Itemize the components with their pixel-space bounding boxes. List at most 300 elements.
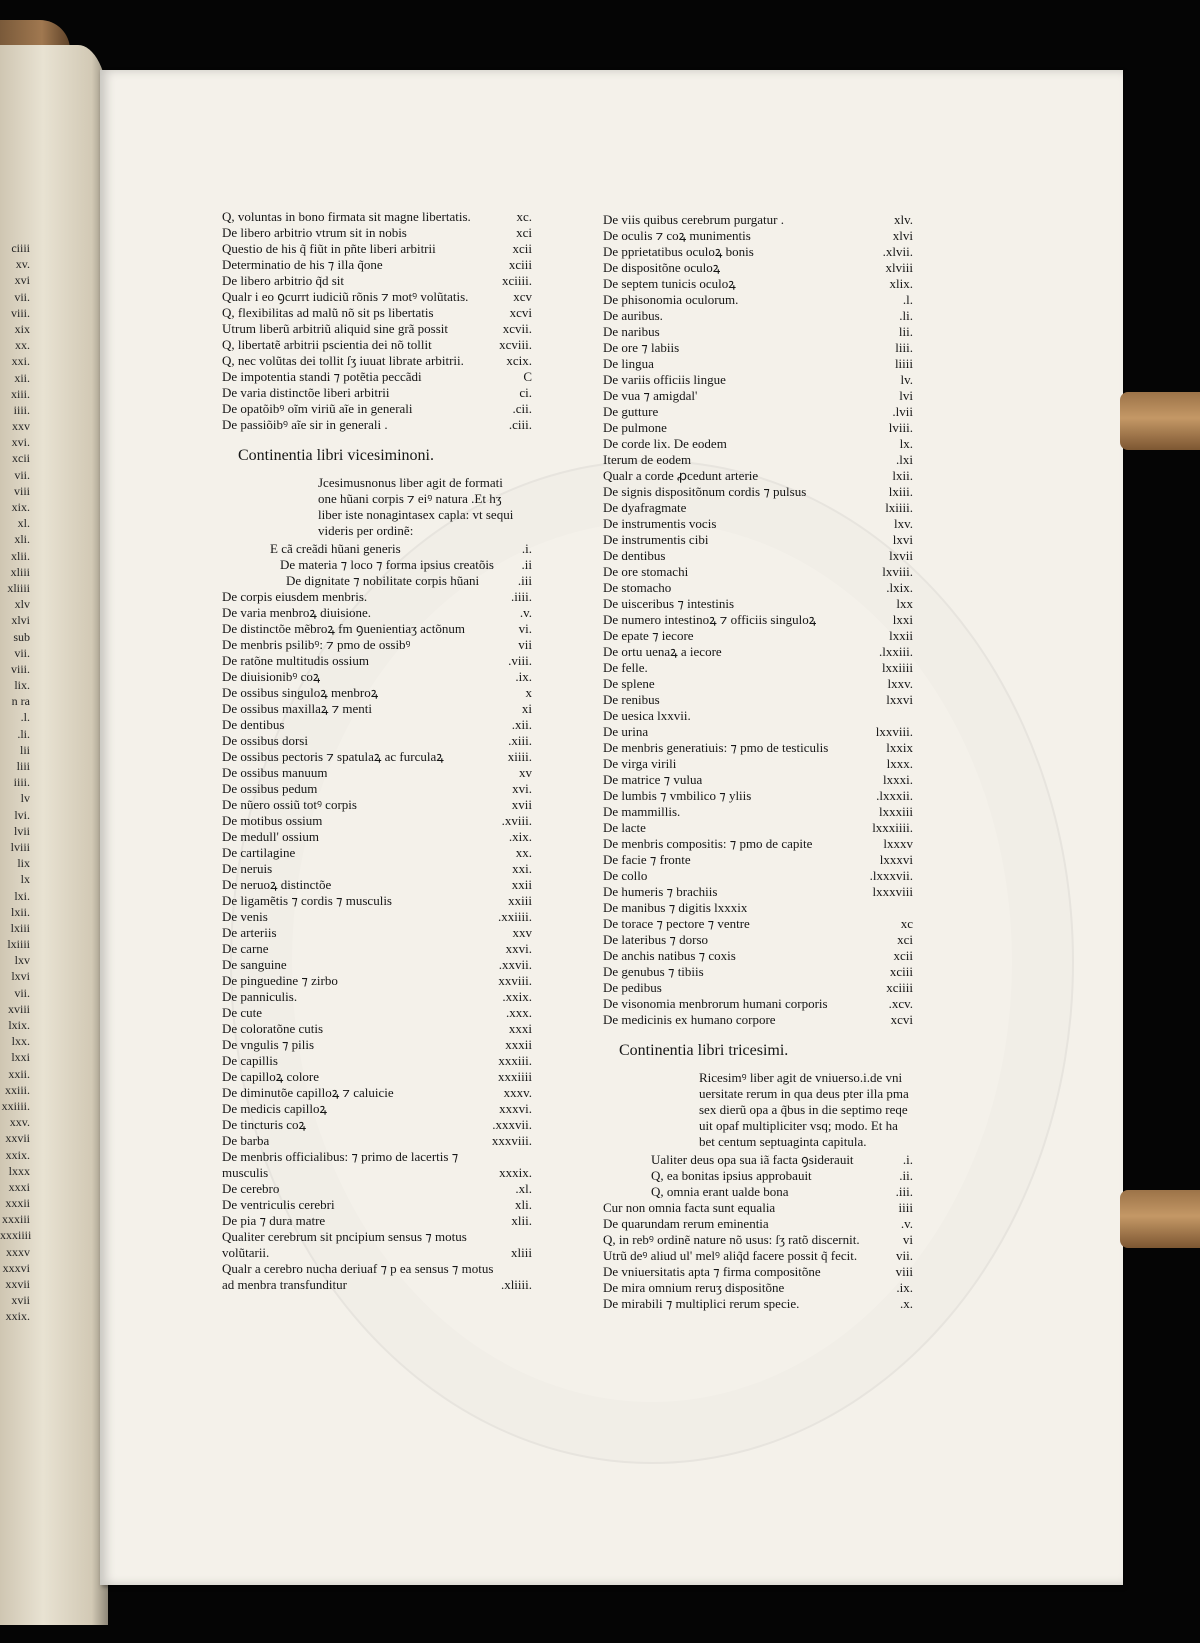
toc-entry-title: De variis officiis lingue: [603, 372, 726, 387]
toc-entry-number: xci: [897, 932, 913, 947]
toc-entry-number: lxxii: [889, 628, 913, 643]
left-margin-numerals: [0, 240, 30, 1325]
toc-entry: [603, 772, 913, 788]
toc-entry-number: .xxxvii.: [492, 1117, 532, 1132]
toc-entry-title: De lumbis ⁊ vmbilico ⁊ yliis: [603, 788, 752, 803]
toc-entry-title: De virga virili: [603, 756, 677, 771]
toc-entry-number: lxv.: [893, 516, 913, 531]
toc-entry-number: xciiii: [886, 980, 913, 995]
toc-entry-title: De ossibus singuloꝝ menbroꝝ: [222, 685, 379, 700]
toc-entry-title: De dentibus: [222, 717, 285, 732]
toc-entry: [222, 1181, 532, 1197]
margin-numeral: lviii: [10, 839, 30, 854]
toc-entry: [603, 1264, 913, 1280]
toc-entry-title: De menbris officialibus: ⁊ primo de lacertis ⁊ musculis: [222, 1149, 459, 1180]
toc-entry: [222, 1037, 532, 1053]
toc-entry: [222, 369, 532, 385]
toc-entry-title: E cã creãdi hũani generis: [270, 541, 401, 556]
toc-entry: [603, 580, 913, 596]
toc-entry: [222, 353, 532, 369]
toc-entry-number: lii.: [898, 324, 913, 339]
toc-entry: [222, 717, 532, 733]
toc-entry: [603, 724, 913, 740]
toc-entry-title: Qualr a corde ꝓcedunt arterie: [603, 468, 759, 483]
toc-entry-number: .xxvii.: [498, 957, 532, 972]
toc-entry-title: De pulmone: [603, 420, 667, 435]
toc-entry-title: De lateribus ⁊ dorso: [603, 932, 709, 947]
toc-entry-number: .xiii.: [508, 733, 532, 748]
toc-entry-title: De viis quibus cerebrum purgatur .: [603, 212, 784, 227]
toc-entry-number: .x.: [900, 1296, 913, 1311]
margin-numeral: lix.: [14, 678, 30, 693]
toc-entry-title: De ratõne multitudis ossium: [222, 653, 369, 668]
toc-entry-number: .ix.: [896, 1280, 913, 1295]
toc-entry: [603, 260, 913, 276]
margin-numeral: lvii: [13, 823, 30, 838]
toc-entry-title: Utrũ deꝰ aliud ul' melꝰ aliq̃d facere possit q̃ fecit.: [603, 1248, 858, 1263]
toc-entry-title: Ualiter deus opa sua iã facta ꝯsiderauit: [651, 1152, 854, 1167]
margin-numeral: xcii: [12, 451, 30, 466]
toc-entry-number: .lxix.: [886, 580, 913, 595]
toc-entry-number: xxvi.: [505, 941, 532, 956]
margin-numeral: xviii: [7, 1001, 30, 1016]
toc-entry-number: lxxxiiii.: [872, 820, 913, 835]
toc-entry-number: xciii: [889, 964, 913, 979]
toc-entry-title: De corpis eiusdem menbris.: [222, 589, 368, 604]
toc-entry-number: vi.: [518, 621, 532, 636]
toc-entry-number: xcii: [512, 241, 532, 256]
margin-numeral: lx: [20, 872, 30, 887]
margin-numeral: n ra: [11, 694, 30, 709]
margin-numeral: xxxvi: [2, 1260, 30, 1275]
toc-entry-title: De nũero ossiũ totꝰ corpis: [222, 797, 357, 812]
toc-entry: [222, 669, 532, 685]
toc-entry-title: De facie ⁊ fronte: [603, 852, 691, 867]
toc-entry: [222, 1053, 532, 1069]
margin-numeral: xxxii: [5, 1196, 30, 1211]
toc-entry-title: De venis: [222, 909, 268, 924]
toc-entry-number: xxi.: [512, 861, 532, 876]
toc-entry-number: .xxix.: [502, 989, 532, 1004]
toc-entry-number: xlii.: [511, 1213, 532, 1228]
margin-numeral: xix: [14, 321, 30, 336]
toc-entry: [222, 337, 532, 353]
toc-entry-number: .xii.: [511, 717, 532, 732]
toc-entry-title: De splene: [603, 676, 655, 691]
toc-entry-title: De ortu uenaꝝ a iecore: [603, 644, 722, 659]
margin-numeral: xxxiii: [1, 1212, 30, 1227]
toc-entry-title: Cur non omnia facta sunt equalia: [603, 1200, 776, 1215]
margin-numeral: iiii.: [13, 775, 30, 790]
toc-entry-title: De manibus ⁊ digitis lxxxix: [603, 900, 748, 915]
toc-entry: [603, 404, 913, 420]
toc-entry: [603, 1248, 913, 1264]
toc-entry: [222, 1101, 532, 1117]
toc-entry: [222, 925, 532, 941]
toc-entry-title: De dignitate ⁊ nobilitate corpis hũani: [286, 573, 480, 588]
toc-entry: [603, 452, 913, 468]
toc-entry: [603, 980, 913, 996]
toc-entry-title: De motibus ossium: [222, 813, 323, 828]
toc-entry-number: lviii.: [888, 420, 913, 435]
toc-entry: [222, 877, 532, 893]
toc-entry: [222, 541, 532, 557]
toc-entry-title: De torace ⁊ pectore ⁊ ventre: [603, 916, 750, 931]
intro-line: Ricesimꝰ liber agit de vniuerso.i.de vni: [699, 1070, 903, 1085]
margin-numeral: xvi: [14, 273, 30, 288]
toc-entry-number: xxxi: [508, 1021, 532, 1036]
margin-numeral: lxi.: [14, 888, 30, 903]
toc-entry-number: xxii: [511, 877, 532, 892]
toc-entry: [603, 788, 913, 804]
toc-entry-title: De quarundam rerum eminentia: [603, 1216, 769, 1231]
toc-entry-number: .iii: [517, 573, 532, 588]
toc-entry: [603, 340, 913, 356]
toc-entry: [603, 500, 913, 516]
toc-entry-title: De medull' ossium: [222, 829, 319, 844]
margin-numeral: lxii.: [10, 904, 30, 919]
toc-entry: [222, 1021, 532, 1037]
toc-entry: [603, 932, 913, 948]
toc-entry-number: .iiii.: [511, 589, 532, 604]
toc-entry: [222, 765, 532, 781]
toc-entry-title: De ossibus dorsi: [222, 733, 308, 748]
toc-entry-number: xcvi: [890, 1012, 913, 1027]
margin-numeral: xvii: [11, 1293, 30, 1308]
left-page-edge: [0, 45, 108, 1625]
margin-numeral: lvi.: [14, 807, 30, 822]
toc-entry: [222, 845, 532, 861]
margin-numeral: xxii.: [8, 1066, 30, 1081]
toc-entry: [222, 685, 532, 701]
margin-numeral: xlvi: [11, 613, 30, 628]
toc-entry-title: De barba: [222, 1133, 270, 1148]
margin-numeral: ciiii: [11, 241, 30, 255]
margin-numeral: xli.: [14, 532, 30, 547]
toc-entry: [603, 1200, 913, 1216]
toc-entry-number: xciiii.: [502, 273, 532, 288]
toc-entry-number: xxxix.: [499, 1165, 532, 1180]
toc-entry-title: Q, in rebꝰ ordinẽ nature nõ usus: ſʒ ratõ discernit.: [603, 1232, 860, 1247]
toc-entry-title: De pia ⁊ dura matre: [222, 1213, 326, 1228]
toc-entry-number: .viii.: [508, 653, 532, 668]
toc-entry-number: xxiii: [508, 893, 532, 908]
toc-entry: [603, 964, 913, 980]
toc-entry-number: .l.: [902, 292, 913, 307]
toc-entry: [222, 1197, 532, 1213]
margin-numeral: sub: [13, 629, 30, 644]
toc-entry-title: De matrice ⁊ vulua: [603, 772, 703, 787]
toc-entry-title: De lingua: [603, 356, 654, 371]
toc-entry: [603, 1184, 913, 1200]
toc-entry-title: De capilloꝝ colore: [222, 1069, 320, 1084]
toc-entry: [222, 1261, 532, 1293]
margin-numeral: lxxi: [11, 1050, 30, 1065]
toc-entry: [603, 308, 913, 324]
toc-entry-number: vii: [518, 637, 532, 652]
toc-entry-title: De naribus: [603, 324, 660, 339]
toc-entry-title: De ossibus pedum: [222, 781, 318, 796]
toc-entry: [603, 868, 913, 884]
toc-entry: [222, 401, 532, 417]
section-intro: [318, 475, 532, 539]
toc-entry-number: xli.: [515, 1197, 532, 1212]
toc-entry-number: vii.: [896, 1248, 913, 1263]
toc-entry-number: xxv: [512, 925, 532, 940]
toc-entry: [222, 861, 532, 877]
toc-entry: [603, 996, 913, 1012]
margin-numeral: viii.: [10, 661, 30, 676]
toc-entry-number: lxx: [896, 596, 913, 611]
toc-entry-number: .xix.: [508, 829, 532, 844]
toc-entry-title: De impotentia standi ⁊ potẽtia peccãdi: [222, 369, 422, 384]
toc-entry-title: De libero arbitrio vtrum sit in nobis: [222, 225, 407, 240]
toc-entry-title: De lacte: [603, 820, 646, 835]
toc-entry-number: xvi.: [512, 781, 532, 796]
toc-entry: [603, 644, 913, 660]
margin-numeral: lxx.: [11, 1034, 30, 1049]
toc-entry-title: Q, flexibilitas ad malũ nõ sit ps libertatis: [222, 305, 434, 320]
toc-entry-number: .xxx.: [506, 1005, 532, 1020]
toc-entry-title: Determinatio de his ⁊ illa q̃one: [222, 257, 383, 272]
margin-numeral: .li.: [17, 726, 30, 741]
toc-entry-number: lxxix: [886, 740, 913, 755]
toc-entry: [222, 225, 532, 241]
margin-numeral: xxiii.: [4, 1082, 30, 1097]
margin-numeral: vii.: [14, 645, 30, 660]
margin-numeral: xxxi: [8, 1179, 30, 1194]
margin-numeral: xxv: [12, 419, 30, 434]
margin-numeral: xxi.: [11, 354, 30, 369]
intro-line: one hũani corpis ⁊ eiꝰ natura .Et hʒ: [318, 491, 502, 506]
toc-entry-title: De instrumentis cibi: [603, 532, 709, 547]
toc-entry-number: lxxi: [892, 612, 913, 627]
toc-entry-title: De varia menbroꝝ diuisione.: [222, 605, 372, 620]
toc-entry-title: De visonomia menbrorum humani corporis: [603, 996, 828, 1011]
intro-line: uit opaf multipliciter vsq; modo. Et ha: [699, 1118, 898, 1133]
margin-numeral: lxix.: [8, 1018, 30, 1032]
toc-entry-number: .i.: [521, 541, 532, 556]
toc-entry-number: .lvii: [892, 404, 913, 419]
intro-line: liber iste nonagintasex capla: vt sequi: [318, 507, 514, 522]
table-of-contents-column-2: [603, 212, 913, 1312]
toc-entry: [603, 596, 913, 612]
section-intro: [699, 1070, 913, 1150]
toc-entry-number: xcii: [893, 948, 913, 963]
toc-entry-title: De neruoꝝ distinctõe: [222, 877, 332, 892]
toc-entry: [603, 228, 913, 244]
toc-entry-number: .lxxiii.: [879, 644, 913, 659]
toc-entry-number: .ii: [521, 557, 532, 572]
toc-entry-title: De ligamẽtis ⁊ cordis ⁊ musculis: [222, 893, 392, 908]
toc-entry: [603, 916, 913, 932]
toc-entry-number: lxiii.: [888, 484, 913, 499]
toc-entry: [603, 708, 913, 724]
toc-entry: [603, 1280, 913, 1296]
toc-entry-number: xxxiiii: [498, 1069, 532, 1084]
margin-numeral: lxiiii: [7, 937, 30, 952]
toc-entry-number: .v.: [519, 605, 532, 620]
toc-entry-title: De libero arbitrio q̃d sit: [222, 273, 345, 288]
toc-entry: [222, 797, 532, 813]
intro-line: bet centum septuaginta capitula.: [699, 1134, 867, 1149]
margin-numeral: vii.: [14, 467, 30, 482]
toc-entry: [603, 1296, 913, 1312]
toc-entry-title: Qualr i eo ꝯcurrt iudiciũ rõnis ⁊ motꝰ volũtatis.: [222, 289, 469, 304]
intro-line: videris per ordinẽ:: [318, 523, 414, 538]
toc-entry-number: .lxi: [896, 452, 913, 467]
margin-numeral: xx.: [15, 338, 30, 353]
toc-entry-title: De uesica lxxvii.: [603, 708, 691, 723]
toc-entry: [603, 676, 913, 692]
toc-entry-number: lxxx.: [886, 756, 913, 771]
toc-entry-number: liii.: [895, 340, 913, 355]
toc-entry: [603, 516, 913, 532]
toc-entry: [222, 1133, 532, 1149]
toc-entry: [222, 829, 532, 845]
toc-entry-number: xxxii: [505, 1037, 532, 1052]
toc-entry: [222, 989, 532, 1005]
margin-numeral: xxix.: [5, 1309, 30, 1324]
toc-entry-number: xlv.: [893, 212, 913, 227]
toc-entry: [222, 1213, 532, 1229]
toc-entry-number: lxxv.: [887, 676, 913, 691]
toc-entry-number: xcviii.: [499, 337, 532, 352]
toc-entry-number: lxxviii.: [875, 724, 913, 739]
toc-entry-number: lxxxviii: [872, 884, 913, 899]
toc-entry: [222, 209, 532, 225]
toc-entry-title: Q, ea bonitas ipsius approbauit: [651, 1168, 812, 1183]
toc-entry-title: Q, nec volũtas dei tollit ſʒ iuuat librate arbitrii.: [222, 353, 464, 368]
leather-strap-upper: [1120, 392, 1200, 450]
toc-entry-number: lx.: [899, 436, 913, 451]
toc-entry: [222, 1085, 532, 1101]
toc-entry: [222, 589, 532, 605]
toc-entry-number: lxvii: [889, 548, 913, 563]
margin-numeral: vii.: [14, 985, 30, 1000]
toc-entry: [222, 557, 532, 573]
toc-entry: [603, 660, 913, 676]
toc-entry-number: xxxvi.: [499, 1101, 532, 1116]
toc-entry-number: .ix.: [515, 669, 532, 684]
margin-numeral: xliiii: [7, 580, 30, 595]
toc-entry-title: De epate ⁊ iecore: [603, 628, 694, 643]
margin-numeral: xxv.: [9, 1115, 30, 1130]
toc-entry: [222, 781, 532, 797]
toc-entry-title: De uisceribus ⁊ intestinis: [603, 596, 735, 611]
toc-entry: [222, 957, 532, 973]
margin-numeral: xix.: [11, 500, 30, 514]
toc-entry-title: De menbris generatiuis: ⁊ pmo de testiculis: [603, 740, 829, 755]
toc-entry-title: De genubus ⁊ tibiis: [603, 964, 704, 979]
toc-entry-number: vi: [902, 1232, 913, 1247]
toc-entry-title: Questio de his q̃ fiũt in pñte liberi arbitrii: [222, 241, 436, 256]
toc-entry-number: xci: [516, 225, 532, 240]
intro-line: sex dierũ opa a q̃bus in die septimo reqe: [699, 1102, 908, 1117]
toc-entry-number: xciii: [508, 257, 532, 272]
toc-entry: [603, 804, 913, 820]
toc-entry-title: De auribus.: [603, 308, 663, 323]
toc-entry-number: .xcv.: [888, 996, 913, 1011]
section-heading: Continentia libri vicesiminoni.: [238, 447, 434, 464]
toc-entry: [603, 276, 913, 292]
toc-entry-number: xliii: [511, 1245, 532, 1260]
toc-entry: [603, 548, 913, 564]
toc-entry: [603, 436, 913, 452]
toc-entry-title: Qualr a cerebro nucha deriuaf ⁊ p ea sensus ⁊ motus ad menbra transfunditur: [222, 1261, 494, 1292]
toc-entry: [603, 532, 913, 548]
toc-entry: [603, 388, 913, 404]
toc-entry: [603, 756, 913, 772]
toc-entry-title: De diuisionibꝰ coꝝ: [222, 669, 321, 684]
toc-entry: [222, 973, 532, 989]
margin-numeral: xlv: [14, 597, 30, 612]
toc-entry: [222, 749, 532, 765]
toc-entry-number: lxvi: [892, 532, 913, 547]
toc-entry-title: De panniculis.: [222, 989, 298, 1004]
toc-entry: [603, 836, 913, 852]
toc-entry-number: lvi: [899, 388, 913, 403]
toc-entry-title: De renibus: [603, 692, 660, 707]
margin-numeral: lxvi: [11, 969, 30, 984]
toc-entry: [603, 1168, 913, 1184]
toc-entry: [603, 692, 913, 708]
toc-entry: [603, 420, 913, 436]
toc-entry-title: De urina: [603, 724, 649, 739]
toc-entry-title: De instrumentis vocis: [603, 516, 717, 531]
toc-entry-title: De ore ⁊ labiis: [603, 340, 680, 355]
toc-entry-title: De pedibus: [603, 980, 662, 995]
margin-numeral: xvi.: [11, 435, 30, 450]
toc-entry-number: xv: [519, 765, 532, 780]
toc-entry: [222, 1069, 532, 1085]
toc-entry-title: De medicis capilloꝝ: [222, 1101, 327, 1116]
margin-numeral: xxxiiii: [0, 1228, 32, 1243]
toc-entry-title: De ossibus manuum: [222, 765, 328, 780]
margin-numeral: viii.: [10, 305, 30, 320]
toc-entry-title: De menbris psilibꝰ: ⁊ pmo de ossibꝰ: [222, 637, 411, 652]
toc-entry: [603, 852, 913, 868]
toc-entry-title: De coloratõne cutis: [222, 1021, 324, 1036]
toc-entry-title: De ossibus maxillaꝝ ⁊ menti: [222, 701, 372, 716]
toc-entry: [603, 628, 913, 644]
toc-entry: [222, 893, 532, 909]
toc-entry-number: xcv: [513, 289, 532, 304]
toc-entry: [222, 257, 532, 273]
toc-entry-title: De numero intestinoꝝ ⁊ officiis singuloꝝ: [603, 612, 817, 627]
margin-numeral: lv: [20, 791, 30, 806]
margin-numeral: liii: [16, 759, 30, 773]
toc-entry-number: xlix.: [889, 276, 913, 291]
toc-entry-title: De stomacho: [603, 580, 672, 595]
toc-entry: [603, 292, 913, 308]
toc-entry: [222, 273, 532, 289]
margin-numeral: iiii.: [13, 402, 30, 417]
toc-entry: [603, 372, 913, 388]
toc-entry-title: De opatõibꝰ oĩm viriũ aĩe in generali: [222, 401, 413, 416]
toc-entry-number: xcvi: [509, 305, 532, 320]
toc-entry: [603, 900, 913, 916]
toc-entry: [222, 701, 532, 717]
toc-entry-number: .xviii.: [501, 813, 532, 828]
toc-entry-number: xxxiii.: [498, 1053, 532, 1068]
toc-entry-title: De varia distinctõe liberi arbitrii: [222, 385, 390, 400]
toc-entry-title: De carne: [222, 941, 269, 956]
toc-entry-number: .xliiii.: [500, 1277, 532, 1292]
toc-entry-title: De dyafragmate: [603, 500, 687, 515]
leather-strap-lower: [1120, 1190, 1200, 1248]
intro-line: Jcesimusnonus liber agit de formati: [318, 475, 503, 490]
